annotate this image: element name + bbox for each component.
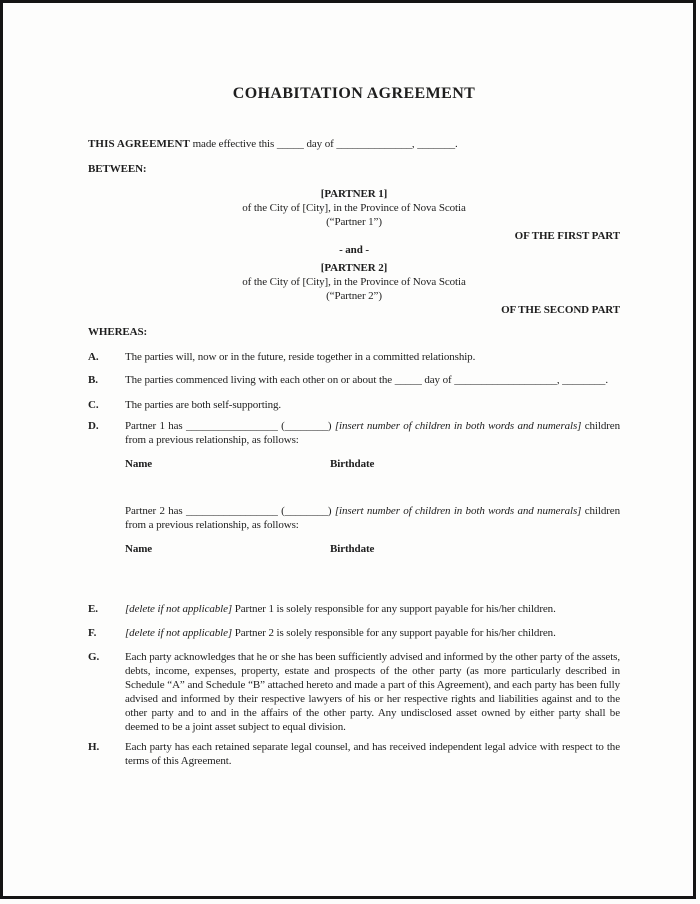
between-label: BETWEEN: — [88, 163, 147, 175]
children-birthdate-column-header: Birthdate — [330, 458, 375, 470]
party2-alias: (“Partner 2”) — [326, 290, 382, 302]
children-table-header-2 — [125, 542, 620, 556]
recital-f-body: Partner 2 is solely responsible for any support payable for his/her children. — [232, 627, 556, 639]
recital-f — [88, 626, 620, 640]
party2-block — [88, 261, 620, 303]
recital-g-letter: G. — [88, 651, 100, 663]
party2-city-line: of the City of [City], in the Province of Nova Scotia — [242, 276, 466, 288]
recital-e — [88, 602, 620, 616]
recital-h — [88, 740, 620, 768]
opening-clause-text: made effective this _____ day of ______________, _______. — [189, 138, 458, 150]
whereas-label: WHEREAS: — [88, 326, 148, 338]
opening-clause-bold: THIS AGREEMENT — [88, 138, 190, 150]
children-birthdate-column-header: Birthdate — [330, 543, 375, 555]
recital-d-letter: D. — [88, 420, 99, 432]
recital-c — [88, 398, 620, 412]
recital-d-partner1-text — [125, 419, 620, 447]
recital-b — [88, 373, 620, 387]
document-title: COHABITATION AGREEMENT — [232, 85, 476, 102]
recital-d-partner2-text — [125, 504, 620, 532]
recital-d-partner1-tail: children from a previous relationship, as follows: — [125, 420, 620, 446]
recital-f-letter: F. — [88, 627, 97, 639]
document-content — [88, 0, 620, 768]
recital-e-body: Partner 1 is solely responsible for any support payable for his/her children. — [232, 603, 556, 615]
recital-d-partner2-instruction: [insert number of children in both words and numerals] — [334, 505, 582, 517]
and-separator: - and - — [339, 244, 369, 256]
party1-block — [88, 187, 620, 229]
party2-name: [PARTNER 2] — [320, 262, 388, 274]
recital-d-partner1-lead: Partner 1 has _________________ (________) — [125, 420, 335, 432]
recital-a — [88, 350, 620, 364]
recital-f-text — [125, 626, 620, 640]
recital-d-partner2-tail: children from a previous relationship, as follows: — [125, 505, 620, 531]
recital-e-instruction: [delete if not applicable] — [125, 603, 233, 615]
recital-g-text: Each party acknowledges that he or she has been sufficiently advised and informed by the other party of the assets, debts, income, expenses, property, estate and prospects of the other party (as more particularly described in Schedule “A” and Schedule “B” attached hereto and made a part of this Agreement), and each party has been fully advised and informed by their respective lawyers of his or her respective rights and liabilities against and to the other party and to and in the affairs of the other party. Any undisclosed asset owned by either party shall be deemed to be a joint asset subject to equal division. — [125, 651, 620, 733]
recital-e-text — [125, 602, 620, 616]
recital-h-letter: H. — [88, 741, 100, 753]
recital-f-instruction: [delete if not applicable] — [125, 627, 233, 639]
recital-e-letter: E. — [88, 603, 98, 615]
party1-city-line: of the City of [City], in the Province of Nova Scotia — [242, 202, 466, 214]
recital-b-text: The parties commenced living with each other on or about the _____ day of ___________________, ________. — [125, 374, 608, 386]
recital-d-body — [125, 419, 620, 556]
children-table-header-1 — [125, 457, 620, 471]
first-part-label: OF THE FIRST PART — [514, 230, 620, 242]
opening-clause — [88, 137, 620, 151]
recital-h-text: Each party has each retained separate legal counsel, and has received independent legal advice with respect to the terms of this Agreement. — [125, 741, 620, 767]
party1-name: [PARTNER 1] — [320, 188, 388, 200]
recital-d-partner1-instruction: [insert number of children in both words and numerals] — [334, 420, 582, 432]
recital-c-letter: C. — [88, 399, 99, 411]
children-name-column-header: Name — [125, 458, 153, 470]
recital-d — [88, 419, 620, 556]
recital-d-partner2-lead: Partner 2 has _________________ (________) — [125, 505, 335, 517]
children-name-column-header: Name — [125, 543, 153, 555]
second-part-label: OF THE SECOND PART — [501, 304, 620, 316]
recital-a-letter: A. — [88, 351, 99, 363]
recital-c-text: The parties are both self-supporting. — [125, 399, 282, 411]
recital-b-letter: B. — [88, 374, 98, 386]
party1-alias: (“Partner 1”) — [326, 216, 382, 228]
recital-a-text: The parties will, now or in the future, reside together in a committed relationship. — [125, 351, 476, 363]
recital-g — [88, 650, 620, 734]
